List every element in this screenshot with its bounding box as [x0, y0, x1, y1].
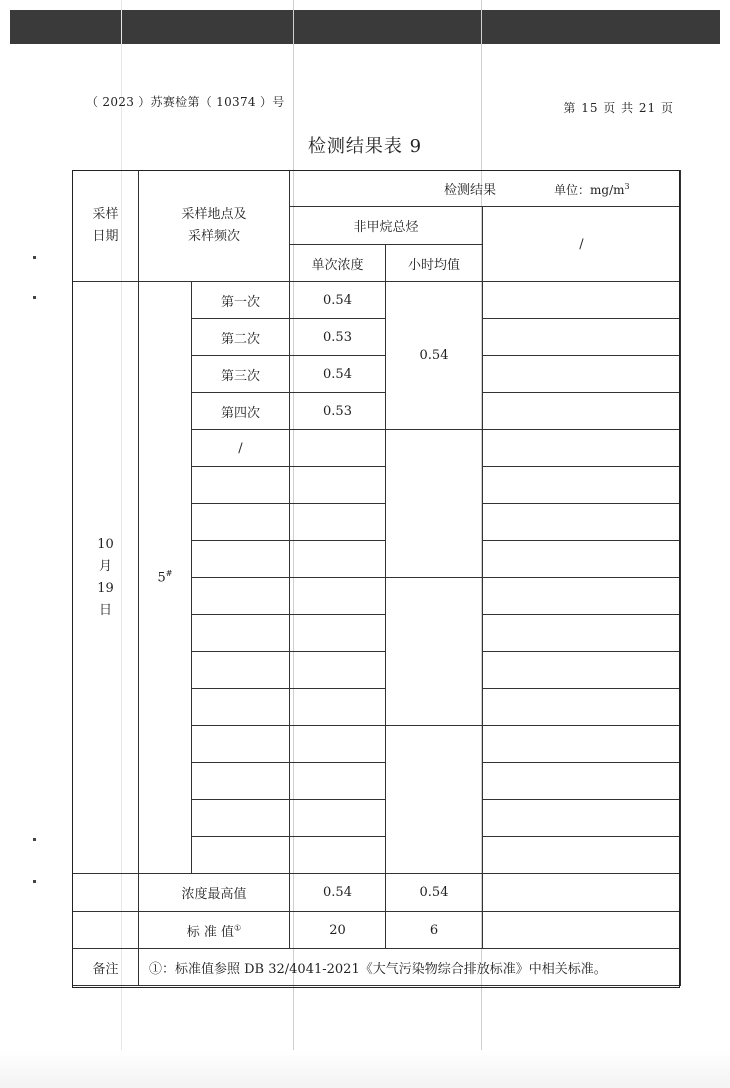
scan-top-bar [10, 10, 720, 44]
empty-cell [290, 504, 386, 541]
location-number: 5 [157, 570, 166, 586]
scan-bottom-edge [0, 1050, 730, 1088]
sampling-frequency: 第二次 [192, 319, 290, 356]
empty-cell [290, 652, 386, 689]
empty-cell [483, 319, 681, 356]
scan-mark [33, 296, 36, 299]
empty-cell [483, 504, 681, 541]
empty-cell [192, 615, 290, 652]
empty-cell [386, 726, 483, 874]
sample-date [73, 282, 139, 874]
unit-label [554, 183, 630, 197]
empty-cell [483, 615, 681, 652]
empty-cell [483, 652, 681, 689]
empty-cell [483, 578, 681, 615]
empty-cell [386, 430, 483, 578]
single-value: 0.54 [290, 356, 386, 393]
remark-label: 备注 [73, 949, 139, 986]
single-value: 0.53 [290, 393, 386, 430]
empty-cell [483, 393, 681, 430]
empty-cell [483, 726, 681, 763]
empty-cell [483, 837, 681, 874]
date-header [73, 171, 139, 282]
empty-cell [290, 689, 386, 726]
result-table [72, 170, 681, 986]
empty-cell [290, 467, 386, 504]
unit-exponent: 3 [624, 182, 630, 191]
scan-mark [33, 880, 36, 883]
date-header-text: 采样日期 [92, 207, 119, 244]
scan-mark [33, 256, 36, 259]
single-concentration-header: 单次浓度 [290, 245, 386, 282]
result-header-label: 检测结果 [444, 183, 497, 198]
empty-cell [483, 800, 681, 837]
sampling-frequency: 第三次 [192, 356, 290, 393]
empty-cell [192, 800, 290, 837]
sampling-frequency: 第四次 [192, 393, 290, 430]
location-mark: # [165, 569, 173, 579]
table-title: 检测结果表 9 [307, 136, 423, 157]
empty-cell [192, 541, 290, 578]
max-single-value: 0.54 [290, 874, 386, 912]
single-value: 0.54 [290, 282, 386, 319]
unit-text: 单位：mg/m [554, 183, 625, 197]
empty-cell [290, 430, 386, 467]
empty-cell [483, 356, 681, 393]
empty-parameter-header: / [483, 207, 681, 282]
location-header-text: 采样地点及采样频次 [181, 207, 247, 244]
page-info: 第 15 页 共 21 页 [563, 101, 674, 115]
hourly-value: 0.54 [386, 282, 483, 430]
empty-cell [483, 541, 681, 578]
single-value: 0.53 [290, 319, 386, 356]
empty-cell [192, 837, 290, 874]
parameter-header: 非甲烷总烃 [290, 207, 483, 245]
max-concentration-label: 浓度最高值 [139, 874, 290, 912]
sampling-frequency: / [192, 430, 290, 467]
sampling-frequency: 第一次 [192, 282, 290, 319]
empty-cell [483, 874, 681, 912]
empty-cell [73, 874, 139, 912]
empty-cell [290, 578, 386, 615]
empty-cell [483, 912, 681, 949]
sample-date-text: 10月19日 [97, 536, 114, 618]
standard-hourly-value: 6 [386, 912, 483, 949]
empty-cell [290, 837, 386, 874]
empty-cell [290, 763, 386, 800]
standard-value-text: 标 准 值 [186, 924, 235, 940]
scan-mark [33, 838, 36, 841]
empty-cell [73, 912, 139, 949]
empty-cell [483, 689, 681, 726]
empty-cell [192, 726, 290, 763]
empty-cell [192, 763, 290, 800]
result-header [290, 171, 681, 207]
hourly-average-header: 小时均值 [386, 245, 483, 282]
empty-cell [483, 763, 681, 800]
remark-text: ①：标准值参照 DB 32/4041-2021《大气污染物综合排放标准》中相关标准。 [139, 949, 681, 986]
empty-cell [290, 800, 386, 837]
location-header [139, 171, 290, 282]
footnote-mark: ① [234, 923, 242, 933]
sample-location [139, 282, 192, 874]
standard-value-label [139, 912, 290, 949]
empty-cell [483, 467, 681, 504]
empty-cell [290, 541, 386, 578]
empty-cell [483, 430, 681, 467]
standard-single-value: 20 [290, 912, 386, 949]
empty-cell [192, 578, 290, 615]
report-number: （ 2023 ）苏赛检第（ 10374 ）号 [86, 95, 285, 109]
empty-cell [192, 467, 290, 504]
empty-cell [483, 282, 681, 319]
empty-cell [290, 726, 386, 763]
max-hourly-value: 0.54 [386, 874, 483, 912]
empty-cell [192, 652, 290, 689]
empty-cell [290, 615, 386, 652]
empty-cell [386, 578, 483, 726]
empty-cell [192, 504, 290, 541]
empty-cell [192, 689, 290, 726]
